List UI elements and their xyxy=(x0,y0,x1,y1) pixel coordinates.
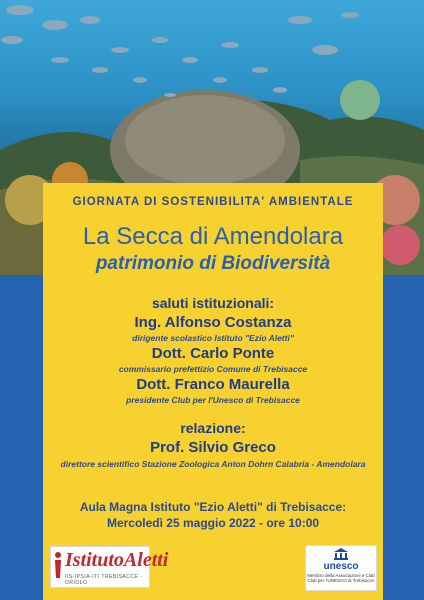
venue-line: Aula Magna Istituto "Ezio Aletti" di Trebisacce: xyxy=(79,500,347,514)
istituto-aletti-logo xyxy=(50,546,169,588)
unesco-name: unesco xyxy=(323,561,359,572)
speaker-role: presidente Club per l'Unesco di Trebisacce xyxy=(126,395,300,405)
date-line: Mercoledì 25 maggio 2022 - ore 10:00 xyxy=(106,516,320,530)
logo-figure-icon xyxy=(53,551,63,579)
istituto-aletti-name: IstitutoAletti xyxy=(65,549,169,571)
event-label: GIORNATA DI SOSTENIBILITA' AMBIENTALE xyxy=(72,196,354,208)
istituto-aletti-sub: IIS-IPSIA-ITI TREBISACCE - ORIOLO xyxy=(65,574,143,586)
speaker-name: Dott. Carlo Ponte xyxy=(151,345,275,362)
info-panel xyxy=(43,183,383,600)
talk-speaker-name: Prof. Silvio Greco xyxy=(150,439,276,456)
speaker-role: commissario prefettizio Comune di Trebisacce xyxy=(118,364,308,374)
speaker-name: Ing. Alfonso Costanza xyxy=(134,314,292,331)
greetings-heading: saluti istituzionali: xyxy=(151,295,275,311)
talk-heading: relazione: xyxy=(180,420,246,436)
unesco-note: Membro della Associazioni e Club Club per l'UNESCO di Trebisacce xyxy=(307,573,375,583)
talk-speaker-role: direttore scientifico Stazione Zoologica Anton Dohrn Calabria - Amendolara xyxy=(60,459,366,469)
unesco-logo xyxy=(305,545,377,591)
poster-subtitle: patrimonio di Biodiversità xyxy=(95,253,331,274)
poster-title: La Secca di Amendolara xyxy=(82,223,344,250)
speaker-role: dirigente scolastico Istituto "Ezio Aletti" xyxy=(132,333,294,343)
temple-icon xyxy=(333,548,349,560)
speaker-name: Dott. Franco Maurella xyxy=(136,376,290,393)
